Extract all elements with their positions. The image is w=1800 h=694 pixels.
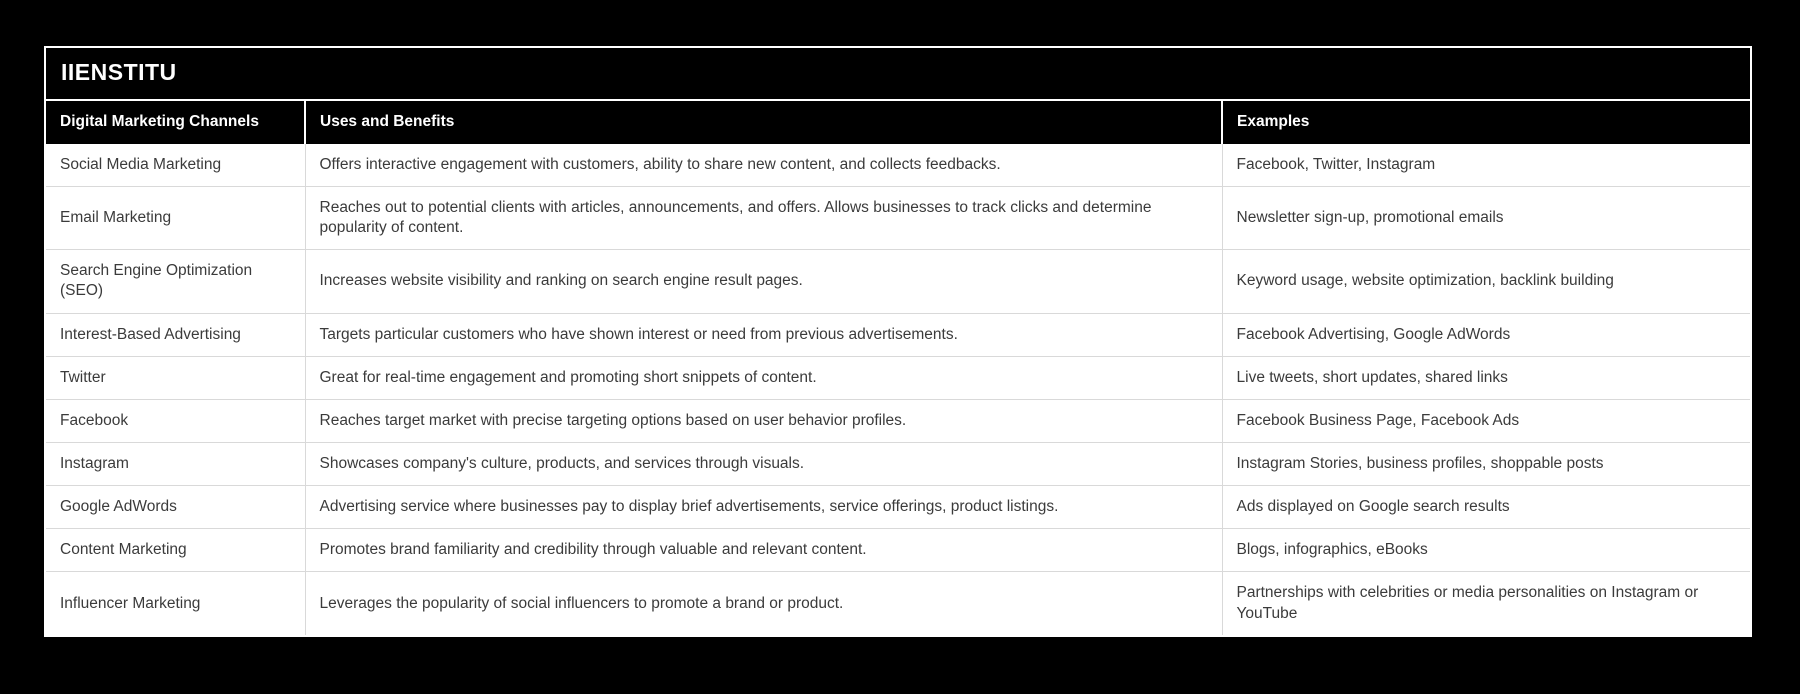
table-row <box>46 313 1750 356</box>
examples-cell: Facebook, Twitter, Instagram <box>1222 144 1750 187</box>
table-row <box>46 144 1750 187</box>
header-examples: Examples <box>1222 101 1750 144</box>
examples-cell: Facebook Advertising, Google AdWords <box>1222 313 1750 356</box>
table-row <box>46 356 1750 399</box>
uses-cell: Increases website visibility and ranking on search engine result pages. <box>305 250 1222 313</box>
channel-cell: Google AdWords <box>46 486 305 529</box>
table-title: IIENSTITU <box>46 48 1750 101</box>
examples-cell: Newsletter sign-up, promotional emails <box>1222 187 1750 250</box>
uses-cell: Targets particular customers who have shown interest or need from previous advertisements. <box>305 313 1222 356</box>
channel-cell: Social Media Marketing <box>46 144 305 187</box>
examples-cell: Instagram Stories, business profiles, shoppable posts <box>1222 443 1750 486</box>
examples-cell: Facebook Business Page, Facebook Ads <box>1222 399 1750 442</box>
table-row <box>46 529 1750 572</box>
examples-cell: Partnerships with celebrities or media personalities on Instagram or YouTube <box>1222 572 1750 635</box>
channel-cell: Email Marketing <box>46 187 305 250</box>
header-uses-and-benefits: Uses and Benefits <box>305 101 1222 144</box>
table-row <box>46 486 1750 529</box>
table-row <box>46 443 1750 486</box>
marketing-channels-table-card <box>44 46 1752 637</box>
uses-cell: Reaches target market with precise targeting options based on user behavior profiles. <box>305 399 1222 442</box>
channel-cell: Twitter <box>46 356 305 399</box>
header-row <box>46 101 1750 144</box>
examples-cell: Live tweets, short updates, shared links <box>1222 356 1750 399</box>
channel-cell: Content Marketing <box>46 529 305 572</box>
channel-cell: Instagram <box>46 443 305 486</box>
channel-cell: Interest-Based Advertising <box>46 313 305 356</box>
table-row <box>46 572 1750 635</box>
examples-cell: Keyword usage, website optimization, backlink building <box>1222 250 1750 313</box>
uses-cell: Reaches out to potential clients with articles, announcements, and offers. Allows businesses to track clicks and determine popularity of content. <box>305 187 1222 250</box>
table-row <box>46 187 1750 250</box>
uses-cell: Leverages the popularity of social influencers to promote a brand or product. <box>305 572 1222 635</box>
uses-cell: Offers interactive engagement with customers, ability to share new content, and collects feedbacks. <box>305 144 1222 187</box>
examples-cell: Ads displayed on Google search results <box>1222 486 1750 529</box>
uses-cell: Showcases company's culture, products, and services through visuals. <box>305 443 1222 486</box>
channel-cell: Facebook <box>46 399 305 442</box>
channel-cell: Influencer Marketing <box>46 572 305 635</box>
uses-cell: Promotes brand familiarity and credibility through valuable and relevant content. <box>305 529 1222 572</box>
header-digital-marketing-channels: Digital Marketing Channels <box>46 101 305 144</box>
table-row <box>46 399 1750 442</box>
uses-cell: Advertising service where businesses pay to display brief advertisements, service offerings, product listings. <box>305 486 1222 529</box>
channel-cell: Search Engine Optimization (SEO) <box>46 250 305 313</box>
uses-cell: Great for real-time engagement and promoting short snippets of content. <box>305 356 1222 399</box>
examples-cell: Blogs, infographics, eBooks <box>1222 529 1750 572</box>
table-row <box>46 250 1750 313</box>
marketing-channels-table <box>46 101 1750 635</box>
